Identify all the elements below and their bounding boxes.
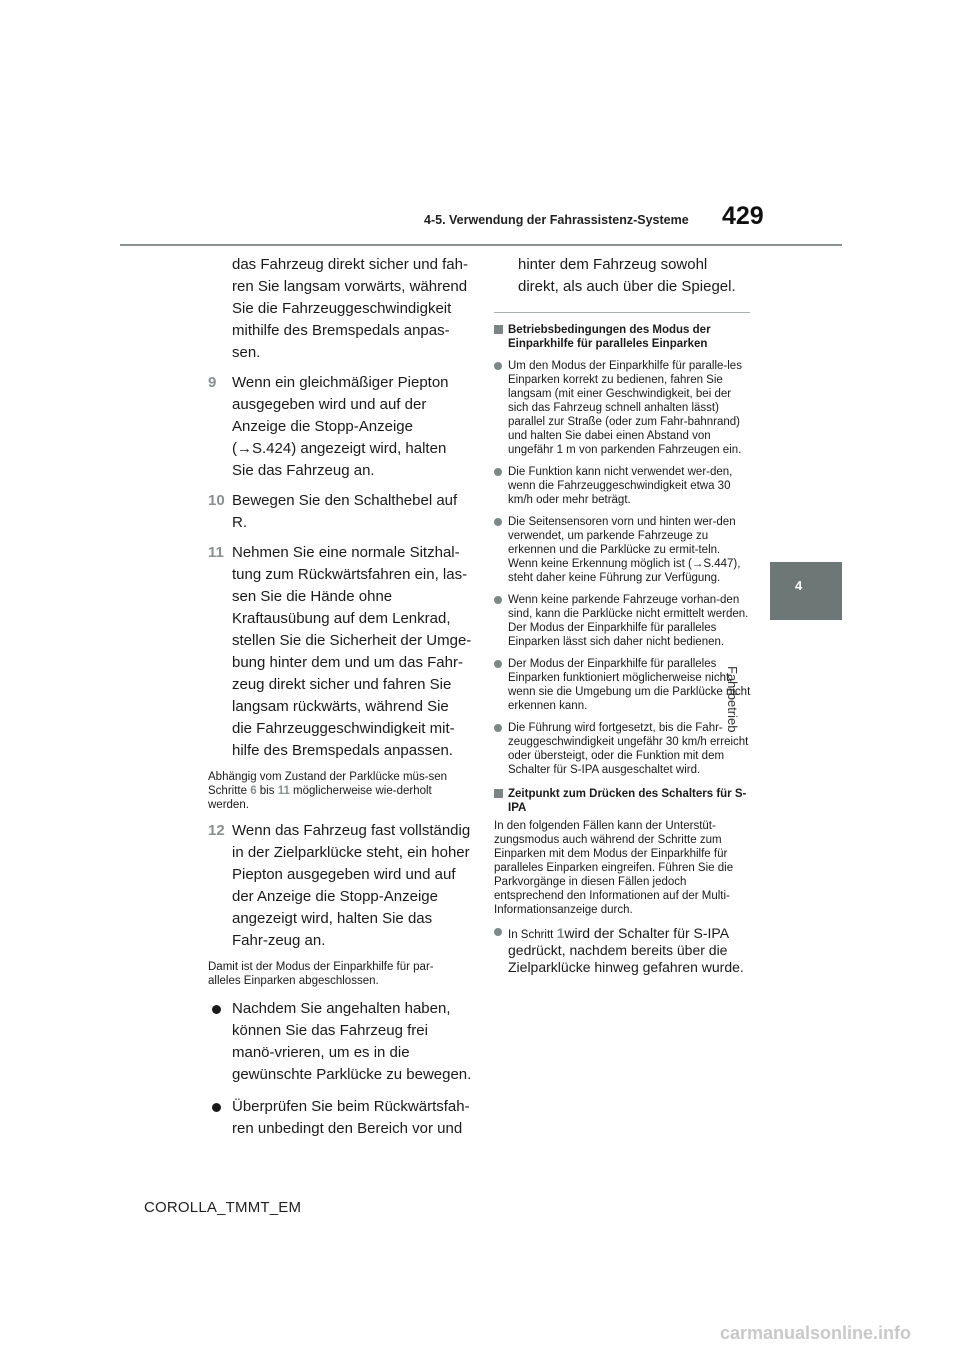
header-divider	[120, 244, 842, 246]
step-number: 11	[208, 544, 224, 561]
heading-text: Betriebsbedingungen des Modus der Einparkhilfe für paralleles Einparken	[508, 324, 711, 350]
step-text: Wenn das Fahrzeug fast vollständig in der Zielparklücke steht, ein hoher Piepton ausgegeben wird und auf der Anzeige die Stopp-Anzeige angezeigt wird, halten Sie das Fahr-zeug an.	[232, 822, 471, 949]
section-heading-switch-timing	[494, 787, 752, 815]
bullet-icon	[212, 1103, 221, 1112]
bullet-text: In Schritt	[508, 929, 557, 941]
note-text: bis	[256, 785, 278, 797]
list-item	[208, 998, 472, 1086]
list-item	[494, 465, 752, 507]
step-number: 9	[208, 374, 217, 391]
bullet-icon	[494, 596, 502, 604]
list-item	[494, 515, 752, 585]
bullet-text: Die Funktion kann nicht verwendet wer-den, wenn die Fahrzeuggeschwindigkeit etwa 30 km/h oder mehr beträgt.	[508, 466, 733, 506]
step-11	[208, 542, 472, 762]
chapter-tab[interactable]	[770, 562, 842, 620]
note-repeat-steps	[208, 770, 472, 812]
switch-timing-paragraph: In den folgenden Fällen kann der Unterstüt-zungsmodus auch während der Schritte zum Einparken mit dem Modus der Einparkhilfe für paralleles Einparken eingreifen. Führen Sie die Parkvorgänge in diesen Fällen jedoch entsprechend den Informationen auf der Multi-Informationsanzeige durch.	[494, 820, 734, 916]
bullet-icon	[212, 1005, 221, 1014]
step-number: 12	[208, 822, 225, 839]
bullet-text: Die Führung wird fortgesetzt, bis die Fahr-zeuggeschwindigkeit ungefähr 30 km/h erreicht oder übersteigt, oder die Funktion mit dem Schalter für S-IPA ausgeschaltet wird.	[508, 722, 749, 776]
bullet-text: Überprüfen Sie beim Rückwärtsfah-ren unbedingt den Bereich vor und	[232, 1098, 470, 1137]
list-item	[494, 721, 752, 777]
intro-paragraph: das Fahrzeug direkt sicher und fah-ren Sie langsam vorwärts, während Sie die Fahrzeuggeschwindigkeit mithilfe des Bremspedals anpas-sen.	[232, 256, 468, 361]
bullet-icon	[494, 518, 502, 526]
bullet-icon	[494, 928, 502, 936]
section-divider	[494, 312, 750, 313]
document-code: COROLLA_TMMT_EM	[144, 1199, 302, 1216]
step-12	[208, 820, 472, 952]
bullet-text: Nachdem Sie angehalten haben, können Sie das Fahrzeug frei manö-vrieren, um es in die gewünschte Parklücke zu bewegen.	[232, 1000, 472, 1083]
bullet-text: Der Modus der Einparkhilfe für paralleles Einparken funktioniert möglicherweise nicht, wenn sie die Umgebung um die Parklücke nicht erkennen kann.	[508, 658, 751, 712]
note-mode-complete: Damit ist der Modus der Einparkhilfe für par-alleles Einparken abgeschlossen.	[208, 961, 434, 987]
step-number: 10	[208, 492, 225, 509]
list-item	[494, 657, 752, 713]
bullet-icon	[494, 724, 502, 732]
heading-text: Zeitpunkt zum Drücken des Schalters für S-IPA	[508, 788, 747, 814]
list-item	[494, 593, 752, 649]
bullet-icon	[494, 362, 502, 370]
step-text: Nehmen Sie eine normale Sitzhal-tung zum Rückwärtsfahren ein, las-sen Sie die Hände ohne Kraftausübung auf dem Lenkrad, stellen Sie die Sicherheit der Umge-bung hinter dem und um das Fahr-zeug direkt sicher und fahren Sie langsam rückwärts, während Sie die Fahrzeuggeschwindigkeit mit-hilfe des Bremspedals anpassen.	[232, 544, 472, 759]
left-column	[208, 254, 472, 1140]
note-text: Abhängig vom Zustand der Parklücke müs-sen Schritte	[208, 771, 448, 797]
note-text: möglicherweise wie-derholt werden.	[208, 785, 432, 811]
bullet-icon	[494, 468, 502, 476]
continuation-paragraph: hinter dem Fahrzeug sowohl direkt, als auch über die Spiegel.	[518, 256, 736, 295]
list-item	[208, 1096, 472, 1140]
step-ref: 11	[277, 785, 290, 797]
bullet-text: Wenn keine parkende Fahrzeuge vorhan-den sind, kann die Parklücke nicht ermittelt werden. Der Modus der Einparkhilfe für paralleles Einparken lässt sich daher nicht bedienen.	[508, 594, 749, 648]
step-text: Wenn ein gleichmäßiger Piepton ausgegeben wird und auf der Anzeige die Stopp-Anzeige (→S.424) angezeigt wird, halten Sie das Fahrzeug an.	[232, 374, 449, 479]
section-heading-operating-conditions	[494, 323, 752, 351]
bullet-text: wird der Schalter für S-IPA gedrückt, nachdem bereits über die Zielparklücke hinweg gefahren wurde.	[508, 925, 744, 975]
bullet-icon	[494, 660, 502, 668]
list-item	[494, 925, 752, 976]
list-item	[494, 359, 752, 457]
watermark: carmanualsonline.info	[720, 1323, 912, 1343]
page-number: 429	[722, 202, 764, 230]
right-column	[494, 254, 752, 976]
bullet-text: Die Seitensensoren vorn und hinten wer-den verwendet, um parkende Fahrzeuge zu erkennen und die Parklücke zu ermit-teln. Wenn keine Erkennung möglich ist (→S.447), steht daher keine Führung zur Verfügung.	[508, 516, 741, 584]
step-ref: 1	[556, 925, 565, 941]
step-ref: 6	[250, 785, 257, 797]
step-10	[208, 490, 472, 534]
chapter-label: Fahrbetrieb	[725, 666, 740, 733]
bullet-text: Um den Modus der Einparkhilfe für paralle-les Einparken korrekt zu bedienen, fahren Sie langsam (mit einer Geschwindigkeit, bei der sich das Fahrzeug schnell anhalten lässt) parallel zur Straße (oder zum Fahr-bahnrand) und halten Sie dabei einen Abstand von ungefähr 1 m von parkenden Fahrzeugen ein.	[508, 360, 742, 456]
step-text: Bewegen Sie den Schalthebel auf R.	[232, 492, 458, 531]
chapter-number: 4	[795, 578, 803, 593]
section-square-icon	[494, 789, 503, 798]
section-title: 4-5. Verwendung der Fahrassistenz-Systeme	[424, 213, 689, 227]
step-9	[208, 372, 472, 482]
section-square-icon	[494, 325, 503, 334]
